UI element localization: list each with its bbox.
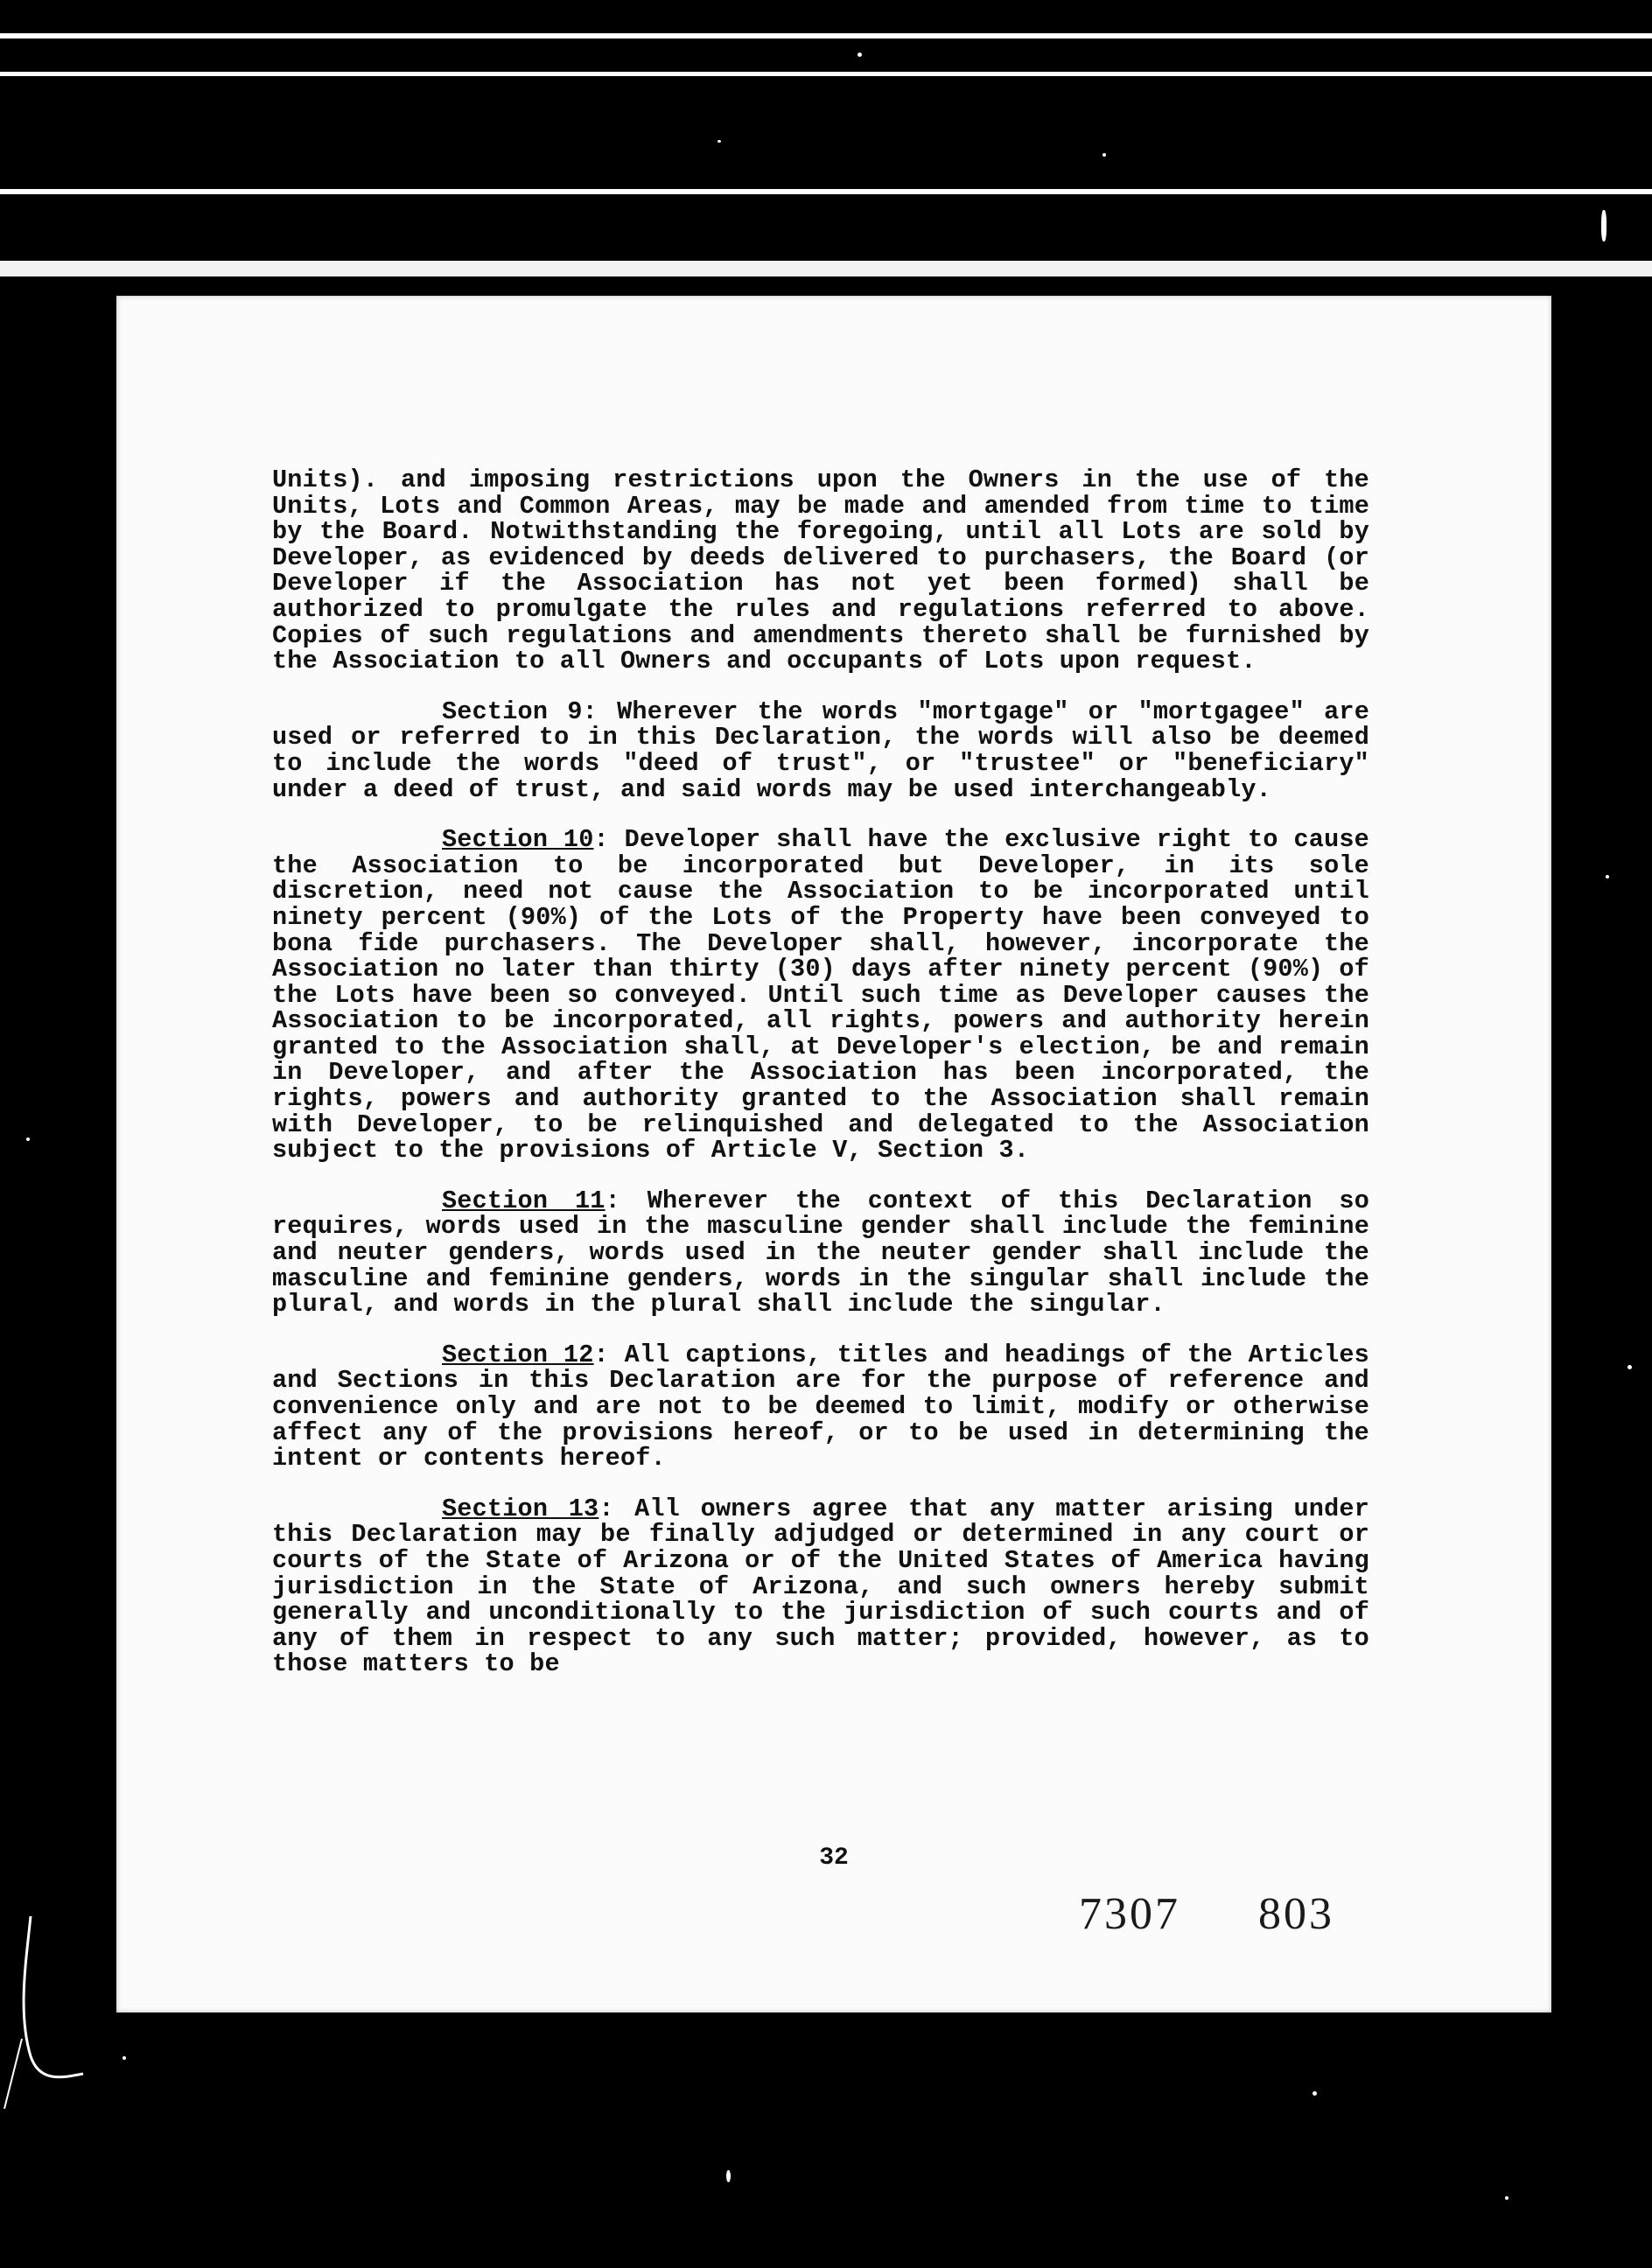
paragraph-section-11	[272, 1188, 1369, 1318]
scan-artifact-band	[0, 261, 1652, 276]
document-body	[272, 467, 1369, 1702]
paragraph-section-13	[272, 1496, 1369, 1677]
document-page	[116, 296, 1551, 2012]
scan-speck	[718, 140, 721, 143]
margin-pen-mark	[0, 1908, 105, 2118]
section-heading: Section 11	[442, 1186, 606, 1215]
paragraph-text: Units). and imposing restrictions upon the Owners in the use of the Units, Lots and Common Areas, may be made and amended from time to time by the Board. Notwithstanding the foregoing, until all Lots are sold by Developer, as evidenced by deeds delivered to purchasers, the Board (or Developer if the Association has not yet been formed) shall be authorized to promulgate the rules and regulations referred to above. Copies of such regulations and amendments thereto shall be furnished by the Association to all Owners and occupants of Lots upon request.	[272, 466, 1369, 676]
section-heading: Section 12	[442, 1340, 594, 1369]
scan-speck	[858, 52, 862, 57]
paragraph-text: : Wherever the context of this Declaration so requires, words used in the masculine gender shall include the feminine and neuter genders, words used in the neuter gender shall include the masculine and feminine genders, words in the singular shall include the plural, and words in the plural shall include the singular.	[272, 1186, 1369, 1320]
recording-page-number: 803	[1258, 1889, 1334, 1939]
scan-artifact-band	[0, 33, 1652, 38]
paragraph-text: : All captions, titles and headings of the Articles and Sections in this Declaration are for the purpose of reference and convenience only and are not to be deemed to limit, modify or otherwise affect any of the provisions hereof, or to be used in determining the intent or contents hereof.	[272, 1340, 1369, 1474]
recording-book-number: 7307	[1079, 1889, 1180, 1939]
paragraph-text: : Developer shall have the exclusive right to cause the Association to be incorporated but Developer, in its sole discretion, need not cause the Association to be incorporated until ninety percent (90%) of the Lots of the Property have been conveyed to bona fide purchasers. The Developer shall, however, incorporate the Association no later than thirty (30) days after ninety percent (90%) of the Lots have been so conveyed. Until such time as Developer causes the Association to be incorporated, all rights, powers and authority herein granted to the Association shall, at Developer's election, be and remain in Developer, and after the Association has been incorporated, the rights, powers and authority granted to the Association shall remain with Developer, to be relinquished and delegated to the Association subject to the provisions of Article V, Section 3.	[272, 825, 1369, 1166]
scan-speck	[1505, 2196, 1508, 2200]
scan-speck	[1601, 210, 1606, 242]
section-heading: Section 13	[442, 1494, 599, 1523]
scan-speck	[1312, 2091, 1317, 2096]
scan-artifact-band	[0, 189, 1652, 194]
paragraph-text: : Wherever the words "mortgage" or "mortgagee" are used or referred to in this Declaration, the words will also be deemed to include the words "deed of trust", or "trustee" or "beneficiary" under a deed of trust, and said words may be used interchangeably.	[272, 696, 1369, 804]
paragraph-section-12	[272, 1342, 1369, 1472]
scan-artifact-band	[0, 72, 1652, 76]
paragraph-section-9	[272, 696, 1369, 804]
paragraph-text: : All owners agree that any matter arising under this Declaration may be finally adjudged or determined in any court or courts of the State of Arizona or of the United States of America having jurisdiction in the State of Arizona, and such owners hereby submit generally and unconditionally to the jurisdiction of such courts and of any of them in respect to any such matter; provided, however, as to those matters to be	[272, 1494, 1369, 1679]
scan-speck	[1102, 153, 1106, 157]
scan-speck	[1628, 1365, 1632, 1369]
section-heading: Section 9	[442, 696, 583, 726]
scan-speck	[1606, 875, 1609, 878]
scan-speck	[122, 2056, 126, 2060]
scan-speck	[26, 1138, 30, 1141]
page-number: 32	[819, 1844, 849, 1872]
paragraph-continuation	[272, 467, 1369, 675]
paragraph-section-10	[272, 827, 1369, 1164]
scan-speck	[726, 2170, 731, 2182]
section-heading: Section 10	[442, 825, 594, 855]
